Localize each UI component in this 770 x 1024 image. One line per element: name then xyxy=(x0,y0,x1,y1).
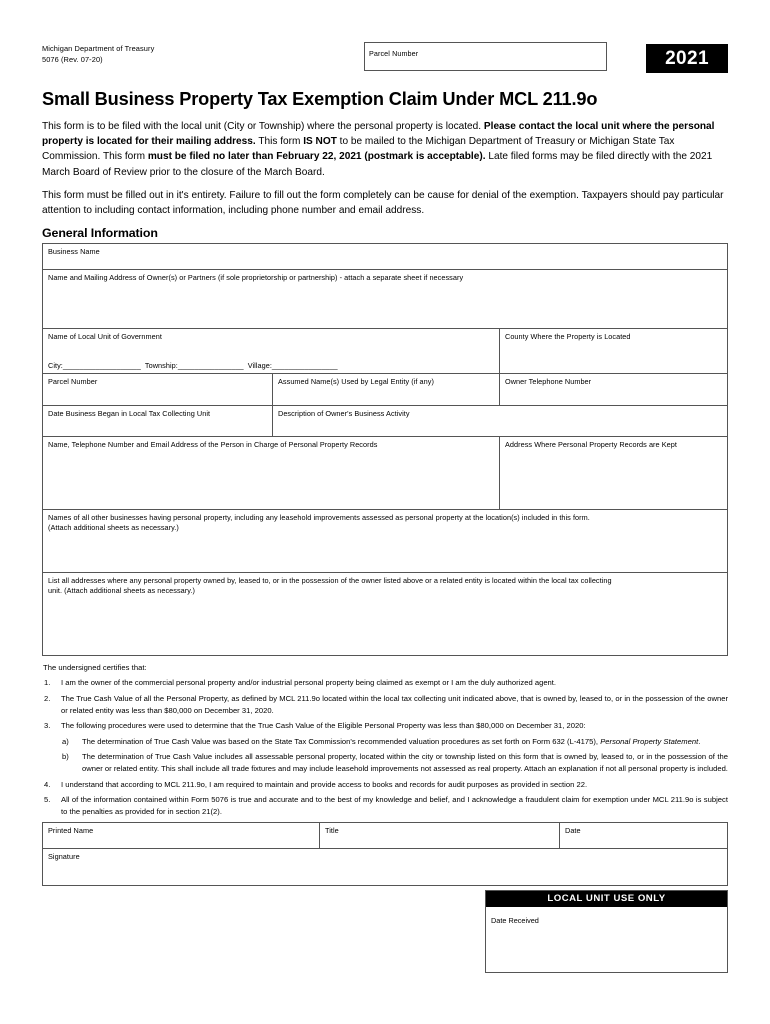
field-other-businesses[interactable] xyxy=(43,510,727,572)
certification-item-1-number: 1. xyxy=(44,678,51,688)
field-signature-label: Signature xyxy=(48,852,80,862)
field-local-unit-name[interactable] xyxy=(43,329,499,373)
section-heading-general-information: General Information xyxy=(42,226,158,241)
field-owner-name-address[interactable] xyxy=(43,270,727,328)
field-records-address-label: Address Where Personal Property Records are Kept xyxy=(505,440,677,450)
certification-item-3-number: 3. xyxy=(44,721,51,731)
field-assumed-names[interactable] xyxy=(272,374,499,405)
row-date-began-activity xyxy=(43,406,727,437)
field-other-businesses-label-line1: Names of all other businesses having personal property, including any leasehold improvements assessed as personal property at the location(s) included in this form. xyxy=(48,513,590,523)
field-owner-name-address-label: Name and Mailing Address of Owner(s) or Partners (if sole proprietorship or partnership) - attach a separate sheet if necessary xyxy=(48,273,464,283)
field-local-unit-name-label: Name of Local Unit of Government xyxy=(48,332,162,342)
field-county-label: County Where the Property is Located xyxy=(505,332,631,342)
certification-item-3-text: The following procedures were used to determine that the True Cash Value of the Eligible Personal Property was less than $80,000 on December 31, 2020: xyxy=(61,721,586,731)
intro-paragraph-1 xyxy=(42,119,728,180)
certification-list xyxy=(42,677,728,817)
row-parcel-assumed-phone xyxy=(43,374,727,406)
certification-item-3 xyxy=(42,720,728,774)
field-all-addresses-label-line2: unit. (Attach additional sheets as necessary.) xyxy=(48,586,195,596)
field-business-activity-label: Description of Owner's Business Activity xyxy=(278,409,410,419)
field-records-person[interactable] xyxy=(43,437,499,509)
signature-table xyxy=(42,822,728,886)
agency-identification xyxy=(42,44,154,65)
form-header xyxy=(42,42,728,82)
field-business-name[interactable] xyxy=(43,244,727,269)
certification-intro: The undersigned certifies that: xyxy=(43,663,147,673)
field-records-person-label: Name, Telephone Number and Email Address of the Person in Charge of Personal Property Records xyxy=(48,440,378,450)
intro-paragraph-2: This form must be filled out in it's entirety. Failure to fill out the form completely can be cause for denial of the exemption. Taxpayers should pay particular attention to including contact information, including phone number and email address. xyxy=(42,189,724,217)
field-county[interactable] xyxy=(499,329,727,373)
certification-subitem-b-text: The determination of True Cash Value includes all assessable personal property, located within the city or township listed on this form that is owned by, leased to, or in the possession of the owner or related entity. This shall include all trade fixtures and may include leasehold improvements not assessed as real property. Attach an explanation if not all personal property is included. xyxy=(82,752,728,773)
field-all-addresses[interactable] xyxy=(43,573,727,655)
local-unit-section xyxy=(42,890,728,980)
field-other-businesses-label-line2: (Attach additional sheets as necessary.) xyxy=(48,523,179,533)
certification-subitem-a-italic: Personal Property Statement xyxy=(600,736,699,746)
certification-sublist xyxy=(61,736,728,774)
certification-subitem-a-text: The determination of True Cash Value was based on the State Tax Commission's recommended valuation procedures as set forth on Form 632 (L-4175), xyxy=(82,736,601,746)
city-township-village-line[interactable]: City:___________________ Township:________________ Village:________________ xyxy=(48,361,338,371)
certification-item-4-text: I understand that according to MCL 211.9o, I am required to maintain and provide access to books and records for audit purposes as provided in section 22. xyxy=(61,779,588,789)
certification-item-5-number: 5. xyxy=(44,795,51,805)
field-business-name-label: Business Name xyxy=(48,247,100,257)
certification-item-4 xyxy=(42,779,728,790)
field-business-activity[interactable] xyxy=(272,406,727,436)
field-date-business-began-label: Date Business Began in Local Tax Collecting Unit xyxy=(48,409,211,419)
row-records-person-address xyxy=(43,437,727,510)
row-name-title-date xyxy=(43,823,727,849)
field-title-label: Title xyxy=(325,826,339,836)
intro-p1-text4: Late filed forms may be filed directly with the 2021 March Board of Review prior to the closure of the March Board. xyxy=(42,151,713,178)
certification-subitem-a xyxy=(61,736,728,747)
intro-p1-bold2: IS NOT xyxy=(303,136,337,148)
field-parcel-number-label: Parcel Number xyxy=(48,377,98,387)
field-all-addresses-label-line1: List all addresses where any personal property owned by, leased to, or in the possession of the owner listed above or a related entity is located within the local tax collecting xyxy=(48,576,612,586)
certification-item-1 xyxy=(42,677,728,688)
certification-subitem-b xyxy=(61,751,728,774)
field-signature[interactable] xyxy=(43,849,727,885)
page-title: Small Business Property Tax Exemption Claim Under MCL 211.9o xyxy=(42,89,598,109)
row-other-businesses xyxy=(43,510,727,573)
field-printed-name-label: Printed Name xyxy=(48,826,94,836)
intro-p1-text3: to be mailed to the Michigan Department of Treasury or Michigan State Tax Commission. This form xyxy=(42,136,675,163)
row-owner-name-address xyxy=(43,270,727,329)
form-sheet xyxy=(42,42,728,980)
field-date-received[interactable] xyxy=(486,907,727,972)
certification-item-5-text: All of the information contained within Form 5076 is true and accurate and to the best of my knowledge and belief, and I acknowledge a fraudulent claim for exemption under MCL 211.9o is subject to the penalties as provided for in section 21(2). xyxy=(61,795,728,816)
certification-item-4-number: 4. xyxy=(44,779,51,789)
field-date-business-began[interactable] xyxy=(43,406,272,436)
certification-subitem-a-text-end: . xyxy=(698,736,701,746)
row-all-addresses xyxy=(43,573,727,655)
field-owner-telephone-label: Owner Telephone Number xyxy=(505,377,592,387)
field-owner-telephone[interactable] xyxy=(499,374,727,405)
field-records-address[interactable] xyxy=(499,437,727,509)
certification-item-2-text: The True Cash Value of all the Personal Property, as defined by MCL 211.9o located within the local tax collecting unit indicated above, that is owned by, leased to, or in the possession of the owner or related entity was less than $80,000 on December 31, 2020. xyxy=(61,694,728,715)
certification-item-1-text: I am the owner of the commercial personal property and/or industrial personal property being claimed as exempt or I am the duly authorized agent. xyxy=(61,678,557,688)
row-signature xyxy=(43,849,727,885)
field-printed-name[interactable] xyxy=(43,823,319,848)
agency-name: Michigan Department of Treasury xyxy=(42,44,155,53)
parcel-number-field[interactable] xyxy=(364,42,607,71)
local-unit-use-only-bar: LOCAL UNIT USE ONLY xyxy=(486,891,727,907)
certification-item-2-number: 2. xyxy=(44,694,51,704)
intro-p1-text1: This form is to be filed with the local unit (City or Township) where the personal property is located. xyxy=(42,121,484,132)
parcel-number-label: Parcel Number xyxy=(369,49,419,58)
field-date[interactable] xyxy=(559,823,727,848)
field-parcel-number[interactable] xyxy=(43,374,272,405)
field-date-label: Date xyxy=(565,826,581,836)
row-local-unit-county xyxy=(43,329,727,374)
certification-subitem-b-number: b) xyxy=(62,752,69,762)
local-unit-use-only-box xyxy=(485,890,728,973)
row-business-name xyxy=(43,244,727,270)
intro-p1-text2: This form xyxy=(255,136,304,148)
certification-item-2 xyxy=(42,693,728,716)
field-assumed-names-label: Assumed Name(s) Used by Legal Entity (if any) xyxy=(278,377,434,387)
intro-p1-bold1: Please contact the local unit where the personal property is located for their mailing address. xyxy=(42,121,715,148)
certification-item-5 xyxy=(42,794,728,817)
intro-p1-bold3: must be filed no later than February 22, 2021 (postmark is acceptable). xyxy=(147,151,486,163)
field-title[interactable] xyxy=(319,823,559,848)
field-date-received-label: Date Received xyxy=(491,916,539,926)
general-information-table xyxy=(42,243,728,656)
form-revision: 5076 (Rev. 07-20) xyxy=(42,54,103,64)
tax-year-badge: 2021 xyxy=(646,44,728,73)
certification-subitem-a-number: a) xyxy=(62,736,69,746)
